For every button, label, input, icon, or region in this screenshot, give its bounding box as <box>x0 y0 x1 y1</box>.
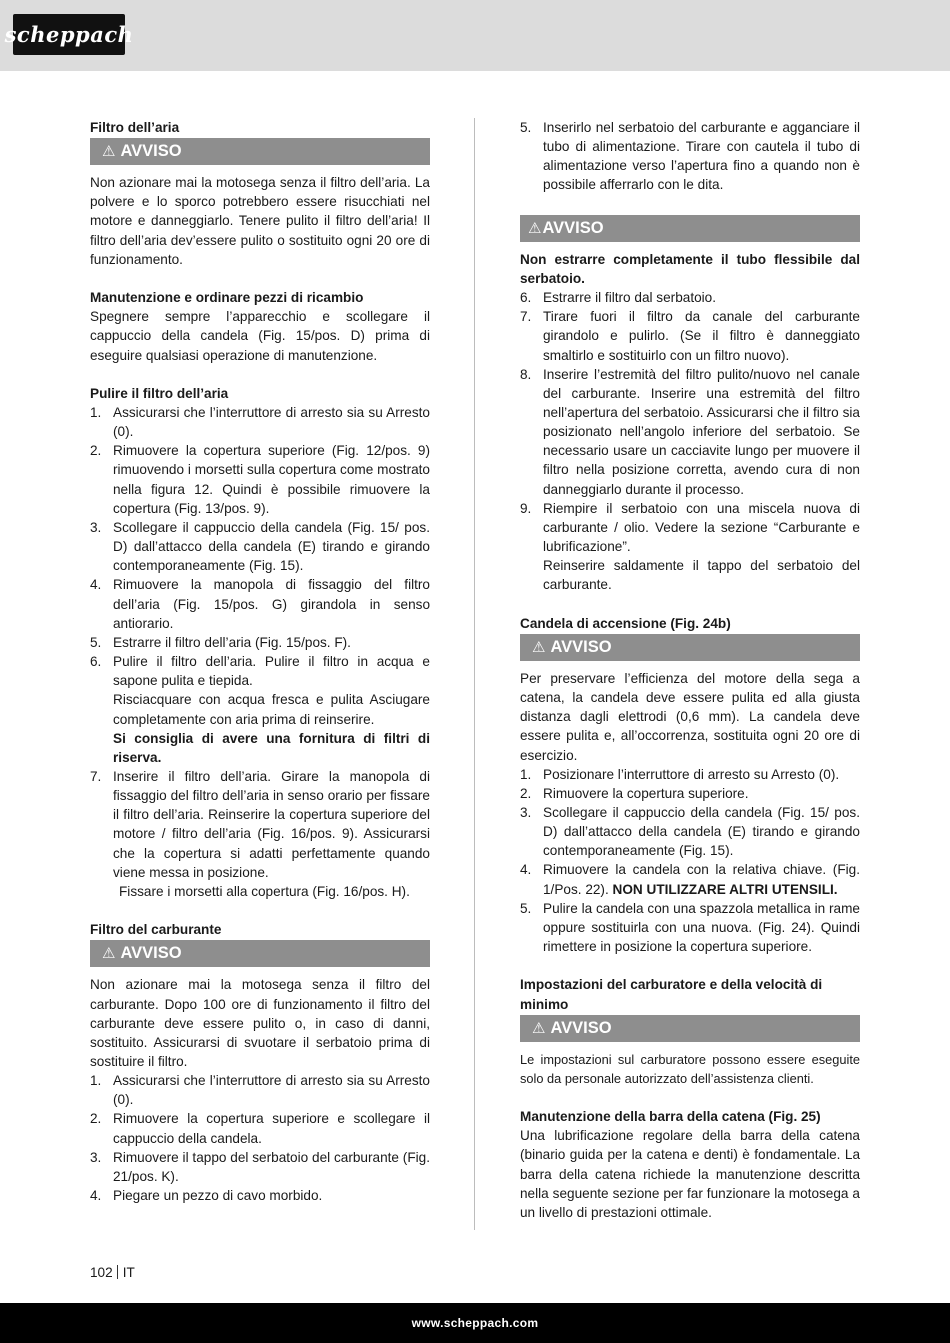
list-item: 2. Rimuovere la copertura superiore e scollegare il cappuccio della candela. <box>90 1111 430 1146</box>
footer-separator <box>117 1265 118 1279</box>
list-item: 5. Pulire la candela con una spazzola metallica in rame oppure sostituirla con una nuova. (Fig. 24). Quindi rimettere in posizione la copertura superiore. <box>520 900 860 955</box>
page-footer-label <box>90 1265 135 1280</box>
warning-banner: ⚠ AVVISO <box>520 634 860 661</box>
steps-list <box>90 1071 430 1205</box>
section-title-spark-plug: Candela di accensione (Fig. 24b) <box>520 615 731 631</box>
list-item: 9. Riempire il serbatoio con una miscela nuova di carburante / olio. Vedere la sezione “Carburante e lubrificazione”. Reinserire saldamente il tappo del serbatoio del carburante. <box>520 500 860 593</box>
list-item: 4. Piegare un pezzo di cavo morbido. <box>90 1188 323 1204</box>
list-item: 5. Estrarre il filtro dell’aria (Fig. 15/pos. F). <box>90 634 351 650</box>
list-item: 2. Rimuovere la copertura superiore (Fig. 12/pos. 9) rimuovendo i morsetti sulla copertura come mostrato nella figura 12. Quindi è possibile rimuovere la copertura (Fig. 13/pos. 9). <box>90 443 430 516</box>
list-item: 6. Pulire il filtro dell’aria. Pulire il filtro in acqua e sapone pulita e tiepida. Risciacquare con acqua fresca e pulita Asciugare completamente con aria prima di reinserire. Si consiglia di avere una fornitura di filtri di riserva. <box>90 654 430 765</box>
list-item: 6. Estrarre il filtro dal serbatoio. <box>520 290 717 306</box>
list-item: 8. Inserire l’estremità del filtro pulito/nuovo nel canale del carburante. Inserire una estremità del filtro nell’apertura del serbatoio. Assicurarsi che il filtro sia posizionato nell’angolo inferiore del serbatoio. Se necessario usare un cacciavite lungo per muovere il filtro nella posizione corretta, avendo cura di non danneggiarlo durante il processo. <box>520 366 860 497</box>
steps-list <box>520 765 860 957</box>
language-code: IT <box>122 1265 135 1280</box>
paragraph: Spegnere sempre l’apparecchio e scollegare il cappuccio della candela (Fig. 15/pos. D) prima di eseguire qualsiasi operazione di manutenzione. <box>90 309 430 363</box>
warning-banner: ⚠ AVVISO <box>90 138 430 165</box>
section-title-maintenance: Manutenzione e ordinare pezzi di ricambio <box>90 290 364 306</box>
website-link[interactable]: www.scheppach.com <box>411 1316 539 1330</box>
right-column <box>520 118 860 1222</box>
footer-bar <box>0 1303 950 1343</box>
column-divider <box>474 118 475 1230</box>
section-title-air-filter: Filtro dell’aria <box>90 120 180 135</box>
section-title-carburetor: Impostazioni del carburatore e della velocità di minimo <box>520 977 823 1012</box>
warning-triangle-icon: ⚠ <box>532 638 546 656</box>
paragraph: Una lubrificazione regolare della barra della catena (binario guida per la catena e denti) è fondamentale. La barra della catena richiede la manutenzione descritta nella seguente sezione per far funzionare la motosega a un livello di prestazioni ottimale. <box>520 1128 860 1220</box>
list-item: 3. Scollegare il cappuccio della candela (Fig. 15/ pos. D) dall’attacco della candela (E) tirando e girando contemporaneamente (Fig. 15). <box>520 804 860 859</box>
warning-banner: ⚠ AVVISO <box>90 940 430 967</box>
list-item: 4. Rimuovere la manopola di fissaggio del filtro dell’aria (Fig. 15/pos. G) girandola in senso antiorario. <box>90 577 430 631</box>
list-item: 7. Inserire il filtro dell’aria. Girare la manopola di fissaggio del filtro dell’aria in senso orario per fissare il filtro dell’aria. Reinserire la copertura superiore del motore / filtro dell’aria (Fig. 16/pos. 9). Assicurarsi che la copertura si adatti perfettamente quando viene messa in posizione. Fissare i morsetti alla copertura (Fig. 16/pos. H). <box>90 768 430 899</box>
warning-banner: ⚠ AVVISO <box>520 1015 860 1042</box>
paragraph: Non azionare mai la motosega senza il filtro del carburante. Dopo 100 ore di funzionamento il filtro del carburante deve essere pulito o, in caso di danni, sostituito. Assicurarsi di svuotare il serbatoio prima di sostituire il filtro. <box>90 977 430 1069</box>
list-item: 3. Scollegare il cappuccio della candela (Fig. 15/ pos. D) dall’attacco della candela (E) tirando e girando contemporaneamente (Fig. 15). <box>90 519 430 574</box>
steps-list <box>90 403 430 901</box>
left-column <box>90 118 430 1205</box>
warning-triangle-icon: ⚠ <box>532 1019 546 1037</box>
page-number: 102 <box>90 1265 113 1280</box>
section-title-clean-air-filter: Pulire il filtro dell’aria <box>90 385 229 401</box>
warning-triangle-icon: ⚠ <box>102 945 116 963</box>
list-item: 5. Inserirlo nel serbatoio del carburante e agganciare il tubo di alimentazione. Tirare con cautela il tubo di alimentazione verso l’apertura fino a quando non è possibile afferrarlo con le dita. <box>520 120 860 193</box>
section-title-chain-bar: Manutenzione della barra della catena (Fig. 25) <box>520 1109 821 1125</box>
list-item: 3. Rimuovere il tappo del serbatoio del carburante (Fig. 21/pos. K). <box>90 1149 430 1184</box>
paragraph: Non azionare mai la motosega senza il filtro dell’aria. La polvere e lo sporco potrebbero essere risucchiati nel motore e danneggiarlo. Tenere pulito il filtro dell’aria! Il filtro dell’aria dev’essere pulito o sostituito ogni 20 ore di funzionamento. <box>90 175 430 267</box>
list-item: 1. Assicurarsi che l’interruttore di arresto sia su Arresto (0). <box>90 405 430 440</box>
list-item: 2. Rimuovere la copertura superiore. <box>520 785 749 801</box>
header-bar <box>0 0 950 71</box>
list-item: 4. Rimuovere la candela con la relativa chiave. (Fig. 1/Pos. 22). NON UTILIZZARE ALTRI UTENSILI. <box>520 862 860 897</box>
warning-triangle-icon: ⚠ <box>102 143 116 161</box>
list-item: 1. Assicurarsi che l’interruttore di arresto sia su Arresto (0). <box>90 1073 430 1108</box>
steps-list <box>520 118 860 195</box>
steps-list <box>520 288 860 595</box>
paragraph: Per preservare l’efficienza del motore della sega a catena, la candela deve essere pulita ed alla giusta distanza dagli elettrodi (0,6 mm). La candela deve essere pulita e, all’occorrenza, sostituita ogni 20 ore di esercizio. <box>520 670 860 763</box>
warning-banner: ⚠ AVVISO <box>520 215 860 242</box>
section-title-fuel-filter: Filtro del carburante <box>90 922 222 938</box>
list-item: 1. Posizionare l’interruttore di arresto su Arresto (0). <box>520 766 840 782</box>
bold-notice: Non estrarre completamente il tubo flessibile dal serbatoio. <box>520 251 860 286</box>
paragraph: Le impostazioni sul carburatore possono essere eseguite solo da personale autorizzato dell’assistenza clienti. <box>520 1051 860 1086</box>
brand-logo[interactable]: scheppach <box>13 14 125 55</box>
list-item: 7. Tirare fuori il filtro da canale del carburante girandolo e pulirlo. (Se il filtro è danneggiato smaltirlo e sostituirlo con un filtro nuovo). <box>520 309 860 363</box>
warning-triangle-icon: ⚠ <box>528 219 542 237</box>
